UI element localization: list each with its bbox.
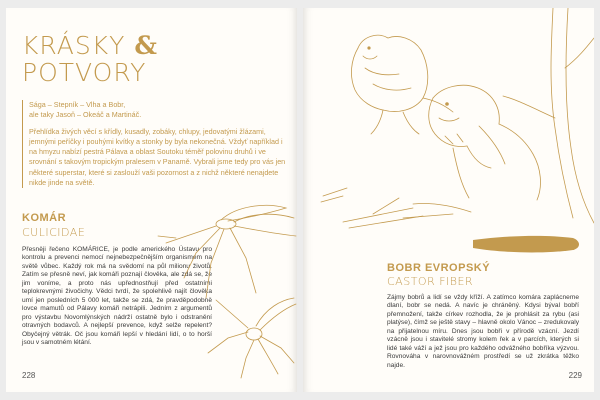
- title-line-2: POTVORY: [22, 58, 147, 87]
- subtitle-line-2: ale taky Jasoň – Okeáč a Martináč.: [29, 110, 142, 120]
- section-title-mosquito: KOMÁR: [22, 212, 67, 224]
- beaver-body-text: Zájmy bobrů a lidí se vždy kříží. A zatímco komára zaplácneme dlaní, bobr se nedá. A navíc je chráněný. Kdysi býval bobří přemnožení, takže církev rozhodla, že je prohlásit za rybu (asi platýse), čímž se ještě stavy – hlavně okolo Vánoc – zredukovaly na přijatelnou míru. Dnes jsou bobři v přírodě vzácní. Jezdí vzácně jsou i stavitelé stromy kolem řek a v parcích, kterých si lidé také váží a jež jsou pro každého odvážného bobříka výzvou. Rovnováha v narovnovážném prostředí se už zkrátka těžko najde.: [387, 294, 579, 369]
- section-latin-mosquito: CULICIDAE: [22, 226, 86, 239]
- title-ampersand: &: [134, 31, 158, 60]
- mosquito-body-text: Přesněji řečeno KOMÁRICE, je podle amerického Ústavu pro kontrolu a prevenci nemocí nejnebezpečnějším organismem na světě vůbec. Každý rok má na svědomí na půl milionu životů. Zatím se přesně neví, jak komáři poznají člověka, ale zdá se, že jim voníme, a proto nás upřednostňují před ostatními teplokrevnými živočichy. Vědci tvrdí, že spolehlivě najít člověka umí jen posledních 5 000 let, takže se zdá, že pravděpodobně lovce mamutů od Pálavy komáři netrápili. Jedním z argumentů pro výstavbu Novomlýnských nádrží ostatně bylo i odstranění otravných bodavců. A nejlepší prevence, když selže repelent? Obyčejný větrák. Oč jsou komáři lepší v hledání lidí, o to horší jsou v samotném létání.: [22, 246, 212, 346]
- subtitle-line-1: Sága – Stepník – Vlha a Bobr,: [29, 100, 126, 109]
- mosquito-illustration: [156, 208, 297, 378]
- right-page: [303, 8, 594, 392]
- intro-block: [22, 100, 291, 188]
- intro-paragraph: Přehlídka živých věcí s křídly, kusadly, zobáky, chlupy, jedovatými žlázami, jemnými peříčky i pouhými kvítky a stonky by byla nekonečná. Vždyť například i na hmyzu nabízí pestrá Pálava a oblast Soutoku téměř polovinu druhů i ve srovnání s takovým tropickým pralesem v Panamě. Vybrali jsme tedy pro vás jen některé superstar, které si zaslouží vaši pozornost a z nichž některé nenajdete nikde jinde na světě.: [29, 127, 286, 187]
- intro-subtitle: [29, 100, 291, 120]
- chapter-title: [22, 32, 158, 86]
- left-page: [6, 8, 297, 392]
- title-line-1: KRÁSKY: [22, 31, 126, 60]
- page-number-right: 229: [568, 371, 582, 380]
- section-latin-beaver: CASTOR FIBER: [387, 275, 474, 288]
- page-number-left: 228: [22, 371, 36, 380]
- section-title-beaver: BOBR EVROPSKÝ: [387, 262, 491, 274]
- beaver-illustration: [303, 8, 594, 258]
